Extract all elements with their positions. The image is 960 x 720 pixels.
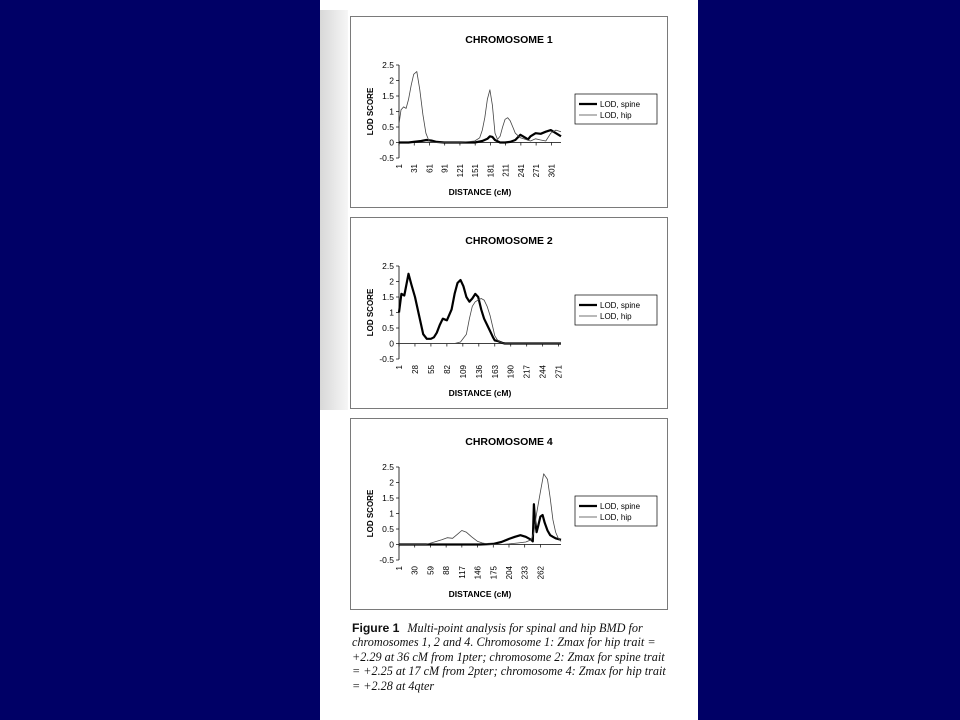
series-line-spine — [399, 504, 561, 544]
x-tick-label: 271 — [532, 164, 542, 178]
legend-label: LOD, spine — [600, 100, 641, 109]
y-axis-title: LOD SCORE — [366, 288, 375, 337]
figure-caption — [352, 621, 672, 693]
x-tick-label: 217 — [522, 365, 532, 379]
y-tick-label: 2 — [389, 276, 394, 287]
x-tick-label: 1 — [395, 365, 404, 370]
y-tick-label: -0.5 — [379, 555, 394, 565]
x-tick-label: 190 — [506, 365, 516, 379]
x-tick-label: 59 — [426, 566, 436, 575]
x-tick-label: 121 — [455, 164, 465, 178]
x-tick-label: 262 — [536, 566, 546, 580]
chart-panel-chromosome-2 — [350, 217, 668, 409]
figure-caption-text: Multi-point analysis for spinal and hip BMD for chromosomes 1, 2 and 4. Chromosome 1: Zmax for hip trait = +2.29 at 36 cM from 1pter; chromosome 2: Zmax for spine trait = +2.25 at 17 cM from 2pter; chromosome 4: Zmax for hip trait = +2.28 at 4qter — [352, 621, 666, 693]
x-tick-label: 82 — [442, 365, 452, 374]
x-tick-label: 244 — [538, 365, 548, 379]
x-axis-title: DISTANCE (cM) — [448, 187, 512, 197]
legend-label: LOD, hip — [600, 513, 632, 522]
x-tick-label: 28 — [410, 365, 420, 374]
legend-label: LOD, hip — [600, 312, 632, 321]
y-tick-label: 2.5 — [382, 60, 394, 70]
y-tick-label: 1.5 — [382, 91, 394, 101]
y-tick-label: 1 — [389, 508, 394, 519]
y-tick-label: -0.5 — [379, 153, 394, 163]
x-tick-label: 146 — [473, 566, 483, 580]
series-line-hip — [399, 474, 561, 545]
x-tick-label: 181 — [486, 164, 496, 178]
chart-title: CHROMOSOME 4 — [465, 436, 553, 448]
series-line-hip — [399, 72, 561, 143]
chart-title: CHROMOSOME 1 — [465, 34, 553, 46]
x-tick-label: 211 — [501, 164, 511, 177]
x-tick-label: 61 — [425, 164, 435, 173]
y-tick-label: 0.5 — [382, 524, 394, 534]
chart-title: CHROMOSOME 2 — [465, 235, 553, 247]
x-tick-label: 241 — [516, 164, 526, 178]
chart-panel-chromosome-1 — [350, 16, 668, 208]
page-edge-shadow — [320, 10, 348, 410]
chart-chromosome-2 — [351, 218, 667, 408]
x-tick-label: 117 — [457, 566, 467, 579]
x-tick-label: 1 — [395, 164, 404, 169]
y-axis-title: LOD SCORE — [366, 489, 375, 538]
y-tick-label: 1 — [389, 106, 394, 117]
y-axis-title: LOD SCORE — [366, 87, 375, 136]
series-line-spine — [399, 274, 561, 344]
y-tick-label: 0 — [389, 539, 394, 550]
chart-chromosome-4 — [351, 419, 667, 609]
y-tick-label: 2.5 — [382, 462, 394, 472]
x-tick-label: 1 — [395, 566, 404, 571]
chart-chromosome-1 — [351, 17, 667, 207]
x-tick-label: 91 — [440, 164, 450, 173]
legend-label: LOD, spine — [600, 301, 641, 310]
y-tick-label: 0 — [389, 338, 394, 349]
figure-label: Figure 1 — [352, 621, 400, 635]
legend-label: LOD, spine — [600, 502, 641, 511]
x-axis-title: DISTANCE (cM) — [448, 388, 512, 398]
x-tick-label: 204 — [504, 566, 514, 580]
y-tick-label: 0.5 — [382, 323, 394, 333]
x-tick-label: 151 — [471, 164, 481, 178]
x-tick-label: 301 — [547, 164, 557, 178]
x-tick-label: 175 — [489, 566, 499, 580]
x-tick-label: 31 — [410, 164, 420, 173]
y-tick-label: 1 — [389, 307, 394, 318]
x-tick-label: 88 — [442, 566, 452, 575]
chart-panel-chromosome-4 — [350, 418, 668, 610]
x-tick-label: 136 — [474, 365, 484, 379]
x-tick-label: 233 — [520, 566, 530, 580]
y-tick-label: -0.5 — [379, 354, 394, 364]
x-tick-label: 30 — [410, 566, 420, 575]
x-tick-label: 271 — [554, 365, 564, 379]
legend-label: LOD, hip — [600, 111, 632, 120]
y-tick-label: 2 — [389, 75, 394, 86]
y-tick-label: 0.5 — [382, 122, 394, 132]
y-tick-label: 2 — [389, 477, 394, 488]
x-tick-label: 109 — [458, 365, 468, 379]
y-tick-label: 2.5 — [382, 261, 394, 271]
y-tick-label: 1.5 — [382, 292, 394, 302]
x-tick-label: 55 — [426, 365, 436, 374]
y-tick-label: 0 — [389, 137, 394, 148]
x-axis-title: DISTANCE (cM) — [448, 589, 512, 599]
x-tick-label: 163 — [490, 365, 500, 379]
y-tick-label: 1.5 — [382, 493, 394, 503]
